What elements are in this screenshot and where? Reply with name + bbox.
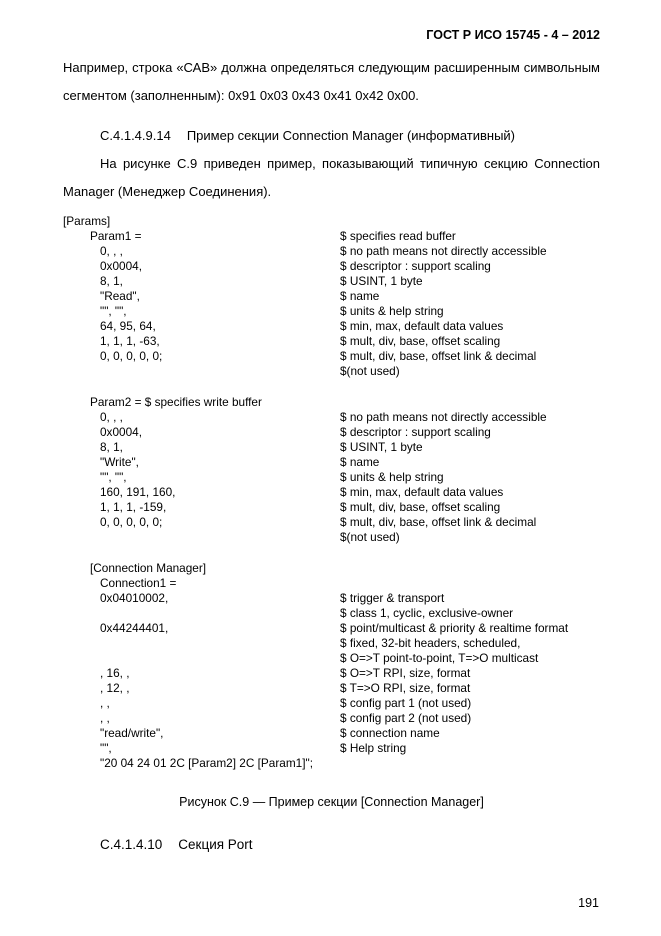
code-statement: , 16, , [100, 666, 130, 680]
section-body-paragraph: На рисунке С.9 приведен пример, показывающий типичную секцию Connection Manager (Менеджер Соединения). [63, 156, 600, 199]
code-line [63, 214, 600, 229]
code-line [63, 711, 600, 726]
code-line [63, 425, 600, 440]
code-line [63, 349, 600, 364]
code-line [63, 561, 600, 576]
code-statement: , , [100, 711, 110, 725]
code-line [63, 591, 600, 606]
code-line [63, 319, 600, 334]
code-comment: $ name [340, 455, 380, 469]
code-line [63, 530, 600, 545]
code-line [63, 289, 600, 304]
code-comment: $ min, max, default data values [340, 485, 504, 499]
code-comment: $ mult, div, base, offset link & decimal [340, 515, 537, 529]
code-line [63, 621, 600, 636]
code-statement: [Connection Manager] [90, 561, 207, 575]
code-line [63, 244, 600, 259]
code-comment: $ name [340, 289, 380, 303]
code-statement: "", "", [100, 470, 127, 484]
section-heading-2 [63, 831, 600, 859]
code-statement: 64, 95, 64, [100, 319, 156, 333]
code-line [63, 741, 600, 756]
code-comment [340, 214, 600, 229]
code-comment: $ config part 2 (not used) [340, 711, 472, 725]
code-statement: "Write", [100, 455, 139, 469]
code-comment: $ no path means not directly accessible [340, 410, 547, 424]
code-comment: $ Help string [340, 741, 407, 755]
code-comment: $ fixed, 32-bit headers, scheduled, [340, 636, 521, 650]
code-statement: 1, 1, 1, -63, [100, 334, 160, 348]
code-statement: , 12, , [100, 681, 130, 695]
code-statement: Connection1 = [100, 576, 177, 590]
code-listing [63, 214, 600, 771]
code-statement: 0x04010002, [100, 591, 169, 605]
code-comment: $ USINT, 1 byte [340, 274, 423, 288]
code-line [63, 395, 600, 410]
code-comment: $ O=>T RPI, size, format [340, 666, 471, 680]
code-comment: $ units & help string [340, 470, 444, 484]
code-line [63, 681, 600, 696]
code-comment: $(not used) [340, 364, 400, 378]
page-number: 191 [578, 896, 599, 910]
code-comment: $ min, max, default data values [340, 319, 504, 333]
code-statement: "", [100, 741, 112, 755]
code-statement [63, 636, 340, 651]
code-line [63, 485, 600, 500]
code-statement: "read/write", [100, 726, 164, 740]
code-statement [63, 606, 340, 621]
code-statement [63, 364, 340, 379]
code-comment: $ T=>O RPI, size, format [340, 681, 471, 695]
code-statement: 0x44244401, [100, 621, 169, 635]
code-blank-line [63, 545, 600, 561]
code-comment [340, 395, 600, 410]
document-header: ГОСТ Р ИСО 15745 - 4 – 2012 [426, 28, 600, 42]
code-statement: 8, 1, [100, 274, 123, 288]
code-line [63, 515, 600, 530]
code-comment: $ descriptor : support scaling [340, 259, 491, 273]
code-comment [340, 756, 600, 771]
code-comment: $ trigger & transport [340, 591, 445, 605]
code-comment: $ descriptor : support scaling [340, 425, 491, 439]
code-line [63, 666, 600, 681]
code-line [63, 696, 600, 711]
code-line [63, 606, 600, 621]
code-comment: $ specifies read buffer [340, 229, 456, 243]
code-statement: 0, 0, 0, 0, 0; [100, 515, 163, 529]
code-statement: "20 04 24 01 2C [Param2] 2C [Param1]"; [100, 756, 313, 770]
code-comment: $ point/multicast & priority & realtime format [340, 621, 569, 635]
code-statement: 0, , , [100, 410, 123, 424]
code-statement [63, 530, 340, 545]
figure-caption: Рисунок С.9 — Пример секции [Connection Manager] [179, 795, 484, 809]
code-line [63, 726, 600, 741]
code-line [63, 470, 600, 485]
code-statement: 1, 1, 1, -159, [100, 500, 167, 514]
code-blank-line [63, 379, 600, 395]
code-line [63, 364, 600, 379]
intro-paragraph: Например, строка «САВ» должна определяться следующим расширенным символьным сегментом (заполненным): 0x91 0x03 0x43 0x41 0x42 0x00. [63, 60, 600, 103]
code-line [63, 440, 600, 455]
code-statement: Param1 = [90, 229, 142, 243]
code-statement: [Params] [63, 214, 111, 228]
code-comment: $ USINT, 1 byte [340, 440, 423, 454]
code-comment: $ no path means not directly accessible [340, 244, 547, 258]
code-comment: $ mult, div, base, offset scaling [340, 334, 501, 348]
code-line [63, 651, 600, 666]
code-statement: "", "", [100, 304, 127, 318]
code-statement: 0, 0, 0, 0, 0; [100, 349, 163, 363]
code-comment: $ mult, div, base, offset scaling [340, 500, 501, 514]
code-statement: 0, , , [100, 244, 123, 258]
code-statement: Param2 = $ specifies write buffer [90, 395, 262, 409]
section-heading-1 [63, 122, 600, 150]
code-comment: $ units & help string [340, 304, 444, 318]
code-statement: 0x0004, [100, 425, 142, 439]
code-line [63, 636, 600, 651]
code-line [63, 304, 600, 319]
code-line [63, 334, 600, 349]
section-title: Пример секции Connection Manager (информативный) [186, 128, 516, 143]
code-statement: 0x0004, [100, 259, 142, 273]
code-comment [340, 576, 600, 591]
code-comment: $ connection name [340, 726, 440, 740]
code-comment: $ mult, div, base, offset link & decimal [340, 349, 537, 363]
code-line [63, 500, 600, 515]
code-line [63, 576, 600, 591]
code-line [63, 756, 600, 771]
code-line [63, 274, 600, 289]
code-statement: "Read", [100, 289, 140, 303]
code-comment: $ class 1, cyclic, exclusive-owner [340, 606, 514, 620]
code-comment: $ O=>T point-to-point, T=>O multicast [340, 651, 539, 665]
section-title: Секция Port [178, 837, 253, 852]
code-statement [63, 651, 340, 666]
section-number: С.4.1.4.10 [100, 837, 163, 852]
code-comment: $(not used) [340, 530, 400, 544]
code-line [63, 259, 600, 274]
section-number: С.4.1.4.9.14 [100, 128, 171, 143]
code-line [63, 455, 600, 470]
code-line [63, 410, 600, 425]
code-statement: 8, 1, [100, 440, 123, 454]
code-comment: $ config part 1 (not used) [340, 696, 472, 710]
code-statement: 160, 191, 160, [100, 485, 176, 499]
code-comment [340, 561, 600, 576]
code-line [63, 229, 600, 244]
code-statement: , , [100, 696, 110, 710]
